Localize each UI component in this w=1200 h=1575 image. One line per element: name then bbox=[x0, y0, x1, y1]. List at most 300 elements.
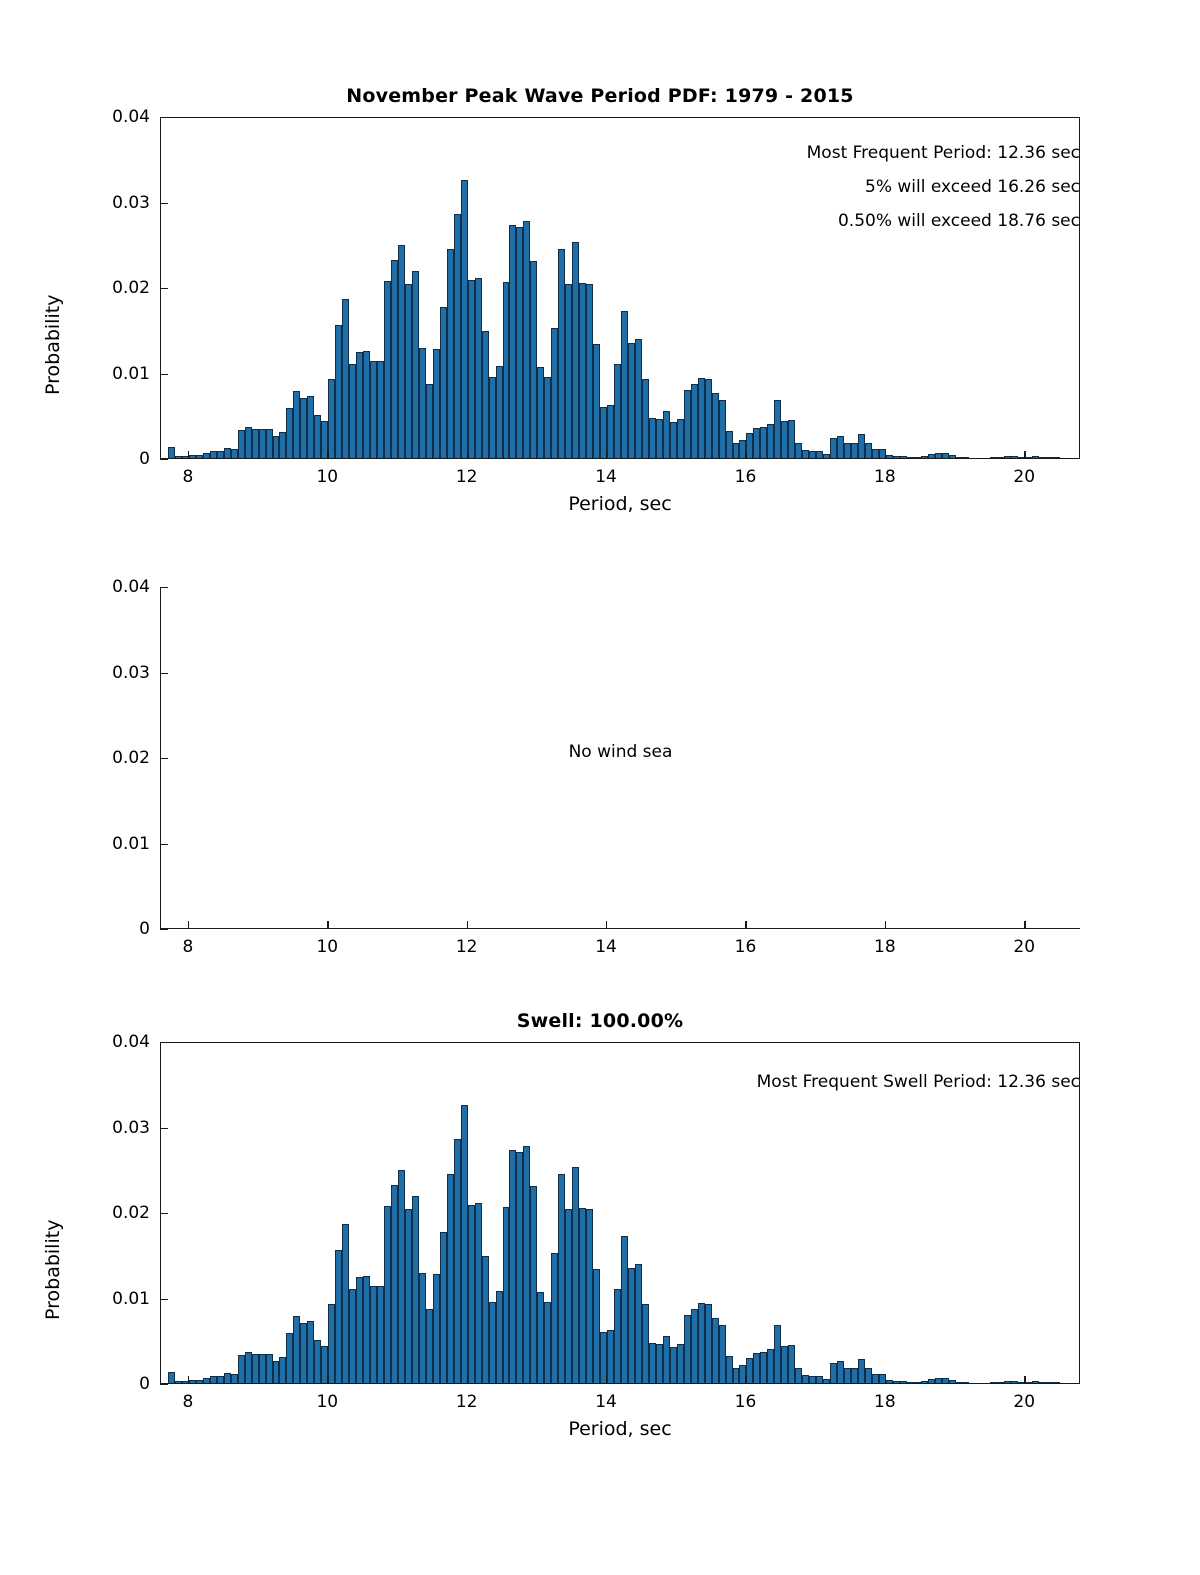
histogram-bar bbox=[391, 1185, 398, 1383]
histogram-bar bbox=[537, 367, 544, 458]
histogram-bar bbox=[1004, 1381, 1011, 1383]
histogram-bar bbox=[349, 364, 356, 458]
histogram-bar bbox=[363, 351, 370, 458]
histogram-bar bbox=[231, 449, 238, 458]
histogram-bar bbox=[823, 454, 830, 458]
histogram-bar bbox=[447, 1174, 454, 1383]
histogram-bars-swell bbox=[161, 1043, 1079, 1383]
x-tick-mark bbox=[745, 1376, 746, 1384]
histogram-bar bbox=[516, 227, 523, 458]
histogram-bar bbox=[412, 271, 419, 458]
histogram-bar bbox=[586, 284, 593, 458]
histogram-bar bbox=[935, 1378, 942, 1383]
histogram-bar bbox=[175, 1381, 182, 1383]
x-tick-mark bbox=[606, 1376, 607, 1384]
histogram-bar bbox=[907, 457, 914, 458]
histogram-bar bbox=[614, 1289, 621, 1383]
y-tick-mark bbox=[160, 1128, 168, 1129]
y-tick-mark bbox=[160, 1213, 168, 1214]
histogram-bar bbox=[830, 438, 837, 458]
x-tick-mark bbox=[885, 1376, 886, 1384]
histogram-bar bbox=[454, 214, 461, 458]
x-tick-label: 8 bbox=[182, 937, 194, 957]
x-tick-label: 20 bbox=[1013, 467, 1036, 487]
annotation-most-frequent-period: Most Frequent Period: 12.36 sec bbox=[806, 143, 1080, 163]
histogram-bar bbox=[628, 343, 635, 458]
histogram-bar bbox=[328, 1304, 335, 1383]
histogram-bar bbox=[537, 1292, 544, 1383]
x-tick-mark bbox=[467, 451, 468, 459]
panel-swell-title: Swell: 100.00% bbox=[516, 1010, 684, 1032]
histogram-bar bbox=[516, 1152, 523, 1383]
histogram-bar bbox=[614, 364, 621, 458]
histogram-bar bbox=[203, 453, 210, 458]
histogram-bar bbox=[886, 1380, 893, 1383]
y-tick-label: 0.03 bbox=[112, 192, 150, 213]
histogram-bar bbox=[990, 457, 997, 458]
histogram-bar bbox=[949, 455, 956, 458]
x-axis-title-swell: Period, sec bbox=[568, 1418, 672, 1440]
y-tick-label: 0.02 bbox=[112, 278, 150, 298]
histogram-bar bbox=[468, 1205, 475, 1383]
histogram-bar bbox=[753, 428, 760, 458]
y-tick-label: 0.01 bbox=[112, 833, 150, 854]
histogram-bar bbox=[217, 1376, 224, 1383]
y-tick-label: 0.03 bbox=[112, 662, 150, 683]
histogram-bar bbox=[921, 456, 928, 458]
histogram-bar bbox=[642, 379, 649, 458]
histogram-bar bbox=[523, 221, 530, 458]
histogram-bar bbox=[286, 408, 293, 458]
histogram-bar bbox=[530, 261, 537, 459]
histogram-bar bbox=[684, 390, 691, 458]
histogram-bar bbox=[635, 1264, 642, 1383]
histogram-bar bbox=[196, 455, 203, 458]
histogram-bar bbox=[579, 283, 586, 458]
x-tick-label: 14 bbox=[595, 937, 617, 957]
histogram-bar bbox=[342, 1224, 349, 1383]
histogram-bar bbox=[649, 418, 656, 458]
histogram-bar bbox=[335, 325, 342, 458]
histogram-bar bbox=[426, 384, 433, 458]
y-tick-mark bbox=[160, 374, 168, 375]
histogram-bar bbox=[349, 1289, 356, 1383]
histogram-bar bbox=[384, 281, 391, 458]
x-tick-label: 18 bbox=[874, 467, 896, 487]
y-tick-label: 0 bbox=[139, 1374, 150, 1394]
histogram-bar bbox=[872, 449, 879, 458]
histogram-bar bbox=[963, 457, 970, 458]
histogram-bar bbox=[893, 456, 900, 458]
histogram-bar bbox=[314, 1340, 321, 1383]
y-tick-label: 0.01 bbox=[112, 1288, 150, 1309]
histogram-bar bbox=[579, 1208, 586, 1383]
y-tick-mark bbox=[160, 673, 168, 674]
x-tick-label: 14 bbox=[595, 1392, 617, 1412]
histogram-bar bbox=[963, 1382, 970, 1383]
y-tick-label: 0.04 bbox=[112, 1032, 150, 1052]
histogram-bar bbox=[956, 1382, 963, 1383]
y-tick-mark bbox=[160, 1299, 168, 1300]
x-tick-label: 8 bbox=[182, 1392, 194, 1412]
no-wind-sea-note: No wind sea bbox=[568, 742, 673, 762]
histogram-bar bbox=[314, 415, 321, 458]
plot-area-wind-sea bbox=[160, 587, 1080, 929]
histogram-bar bbox=[238, 430, 245, 458]
x-tick-label: 12 bbox=[455, 1392, 478, 1412]
x-tick-mark bbox=[745, 921, 746, 929]
histogram-bar bbox=[670, 422, 677, 458]
histogram-bar bbox=[489, 1302, 496, 1383]
histogram-bar bbox=[356, 352, 363, 458]
histogram-bar bbox=[788, 1345, 795, 1383]
histogram-bar bbox=[273, 1361, 280, 1383]
histogram-bar bbox=[712, 1318, 719, 1383]
x-tick-mark bbox=[745, 451, 746, 459]
x-tick-label: 10 bbox=[316, 1392, 339, 1412]
x-tick-mark bbox=[188, 451, 189, 459]
histogram-bar bbox=[684, 1315, 691, 1383]
histogram-bar bbox=[607, 405, 614, 458]
histogram-bar bbox=[245, 427, 252, 458]
histogram-bar bbox=[342, 299, 349, 458]
histogram-bar bbox=[753, 1353, 760, 1383]
histogram-bar bbox=[656, 1344, 663, 1383]
y-tick-mark bbox=[160, 929, 168, 930]
histogram-bar bbox=[886, 455, 893, 458]
x-tick-label: 20 bbox=[1013, 1392, 1036, 1412]
histogram-bar bbox=[203, 1378, 210, 1383]
y-tick-mark bbox=[160, 203, 168, 204]
histogram-bar bbox=[224, 448, 231, 458]
x-tick-mark bbox=[606, 451, 607, 459]
x-tick-label: 16 bbox=[734, 1392, 757, 1412]
y-tick-label: 0.03 bbox=[112, 1117, 150, 1138]
x-tick-label: 14 bbox=[595, 467, 617, 487]
panel-wind-sea bbox=[0, 555, 1200, 975]
histogram-bar bbox=[921, 1381, 928, 1383]
y-tick-label: 0.04 bbox=[112, 577, 150, 597]
histogram-bar bbox=[956, 457, 963, 458]
histogram-bar bbox=[733, 1368, 740, 1383]
panel-total bbox=[0, 85, 1200, 515]
histogram-bar bbox=[914, 457, 921, 458]
x-tick-mark bbox=[467, 1376, 468, 1384]
histogram-bar bbox=[816, 451, 823, 458]
y-tick-label: 0 bbox=[139, 449, 150, 469]
x-tick-label: 8 bbox=[182, 467, 194, 487]
histogram-bar bbox=[259, 429, 266, 458]
histogram-bar bbox=[823, 1379, 830, 1383]
histogram-bar bbox=[663, 411, 670, 458]
histogram-bar bbox=[391, 260, 398, 458]
histogram-bar bbox=[935, 453, 942, 458]
histogram-bar bbox=[252, 429, 259, 458]
histogram-bar bbox=[175, 456, 182, 458]
histogram-bar bbox=[503, 282, 510, 458]
histogram-bar bbox=[189, 1380, 196, 1383]
histogram-bar bbox=[767, 1349, 774, 1383]
histogram-bar bbox=[928, 1379, 935, 1383]
histogram-bar bbox=[726, 431, 733, 458]
x-tick-label: 16 bbox=[734, 937, 757, 957]
y-axis-title-total: Probability bbox=[42, 294, 64, 395]
histogram-bar bbox=[572, 242, 579, 458]
histogram-bar bbox=[907, 1382, 914, 1383]
y-tick-mark bbox=[160, 459, 168, 460]
annotation-5pct-exceed: 5% will exceed 16.26 sec bbox=[865, 177, 1080, 197]
histogram-bar bbox=[858, 1359, 865, 1383]
histogram-bar bbox=[809, 451, 816, 458]
histogram-bar bbox=[1046, 1382, 1053, 1383]
histogram-bar bbox=[307, 1321, 314, 1383]
histogram-bar bbox=[384, 1206, 391, 1383]
histogram-bar bbox=[1011, 1381, 1018, 1383]
histogram-bar bbox=[509, 1150, 516, 1383]
histogram-bar bbox=[454, 1139, 461, 1383]
histogram-bar bbox=[607, 1330, 614, 1383]
histogram-bar bbox=[544, 377, 551, 458]
histogram-bar bbox=[691, 384, 698, 458]
y-tick-label: 0.02 bbox=[112, 1203, 150, 1223]
histogram-bar bbox=[266, 1354, 273, 1383]
histogram-bar bbox=[245, 1352, 252, 1383]
y-tick-mark bbox=[160, 844, 168, 845]
histogram-bar bbox=[210, 451, 217, 458]
histogram-bar bbox=[475, 278, 482, 458]
histogram-bar bbox=[196, 1380, 203, 1383]
histogram-bar bbox=[1039, 1382, 1046, 1383]
histogram-bar bbox=[893, 1381, 900, 1383]
histogram-bar bbox=[433, 349, 440, 458]
histogram-bar bbox=[433, 1274, 440, 1383]
annotation-half-pct-exceed: 0.50% will exceed 18.76 sec bbox=[837, 211, 1080, 231]
y-tick-label: 0 bbox=[139, 919, 150, 939]
histogram-bar bbox=[1039, 457, 1046, 458]
x-tick-mark bbox=[606, 921, 607, 929]
histogram-bar bbox=[872, 1374, 879, 1383]
histogram-bar bbox=[496, 1291, 503, 1383]
histogram-bar bbox=[865, 1368, 872, 1383]
x-tick-mark bbox=[327, 1376, 328, 1384]
histogram-bars-total bbox=[161, 118, 1079, 458]
x-tick-mark bbox=[1024, 921, 1025, 929]
histogram-bar bbox=[746, 433, 753, 458]
histogram-bar bbox=[440, 307, 447, 458]
histogram-bar bbox=[363, 1276, 370, 1383]
histogram-bar bbox=[405, 284, 412, 458]
histogram-bar bbox=[635, 339, 642, 458]
histogram-bar bbox=[482, 1256, 489, 1383]
histogram-bar bbox=[760, 427, 767, 458]
histogram-bar bbox=[837, 1361, 844, 1383]
histogram-bar bbox=[210, 1376, 217, 1383]
y-tick-label: 0.04 bbox=[112, 107, 150, 127]
annotation-most-frequent-swell-period: Most Frequent Swell Period: 12.36 sec bbox=[756, 1072, 1080, 1092]
histogram-bar bbox=[670, 1347, 677, 1383]
histogram-bar bbox=[942, 1378, 949, 1383]
panel-swell bbox=[0, 1010, 1200, 1470]
histogram-bar bbox=[168, 1372, 175, 1383]
histogram-bar bbox=[816, 1376, 823, 1383]
x-axis-title-total: Period, sec bbox=[568, 493, 672, 515]
histogram-bar bbox=[733, 443, 740, 458]
y-tick-mark bbox=[160, 1384, 168, 1385]
histogram-bar bbox=[293, 1316, 300, 1383]
histogram-bar bbox=[1025, 457, 1032, 458]
histogram-bar bbox=[440, 1232, 447, 1383]
histogram-bar bbox=[1025, 1382, 1032, 1383]
histogram-bar bbox=[558, 1174, 565, 1383]
y-tick-label: 0.02 bbox=[112, 748, 150, 768]
histogram-bar bbox=[691, 1309, 698, 1383]
histogram-bar bbox=[837, 436, 844, 458]
histogram-bar bbox=[781, 1346, 788, 1383]
plot-area-swell bbox=[160, 1042, 1080, 1384]
histogram-bar bbox=[328, 379, 335, 458]
histogram-bar bbox=[224, 1373, 231, 1383]
y-tick-mark bbox=[160, 587, 168, 588]
histogram-bar bbox=[781, 421, 788, 458]
histogram-bar bbox=[461, 1105, 468, 1383]
histogram-bar bbox=[949, 1380, 956, 1383]
histogram-bar bbox=[990, 1382, 997, 1383]
histogram-bar bbox=[530, 1186, 537, 1384]
histogram-bar bbox=[621, 1236, 628, 1383]
x-tick-mark bbox=[467, 921, 468, 929]
histogram-bar bbox=[774, 1325, 781, 1383]
histogram-bar bbox=[279, 1357, 286, 1383]
histogram-bar bbox=[1046, 457, 1053, 458]
histogram-bar bbox=[482, 331, 489, 458]
y-tick-mark bbox=[160, 758, 168, 759]
histogram-bar bbox=[475, 1203, 482, 1383]
x-tick-label: 16 bbox=[734, 467, 757, 487]
x-tick-label: 12 bbox=[455, 467, 478, 487]
histogram-bar bbox=[774, 400, 781, 458]
histogram-bar bbox=[335, 1250, 342, 1383]
histogram-bar bbox=[217, 451, 224, 458]
histogram-bar bbox=[286, 1333, 293, 1383]
histogram-bar bbox=[1032, 456, 1039, 458]
histogram-bar bbox=[565, 284, 572, 458]
histogram-bar bbox=[259, 1354, 266, 1383]
histogram-bar bbox=[293, 391, 300, 458]
histogram-bar bbox=[307, 396, 314, 458]
x-tick-mark bbox=[188, 1376, 189, 1384]
y-tick-mark bbox=[160, 288, 168, 289]
histogram-bar bbox=[628, 1268, 635, 1383]
histogram-bar bbox=[788, 420, 795, 458]
histogram-bar bbox=[419, 348, 426, 458]
histogram-bar bbox=[370, 1286, 377, 1383]
histogram-bar bbox=[551, 328, 558, 458]
histogram-bar bbox=[705, 379, 712, 458]
histogram-bar bbox=[252, 1354, 259, 1383]
histogram-bar bbox=[189, 455, 196, 458]
histogram-bar bbox=[851, 1368, 858, 1383]
histogram-bar bbox=[900, 456, 907, 458]
histogram-bar bbox=[914, 1382, 921, 1383]
histogram-bar bbox=[405, 1209, 412, 1383]
histogram-bar bbox=[398, 1170, 405, 1383]
x-tick-label: 18 bbox=[874, 937, 896, 957]
histogram-bar bbox=[795, 443, 802, 458]
histogram-bar bbox=[997, 1382, 1004, 1383]
histogram-bar bbox=[370, 361, 377, 458]
histogram-bar bbox=[1011, 456, 1018, 458]
histogram-bar bbox=[719, 1325, 726, 1383]
histogram-bar bbox=[677, 1344, 684, 1383]
histogram-bar bbox=[712, 393, 719, 458]
histogram-bar bbox=[1004, 456, 1011, 458]
histogram-bar bbox=[300, 1323, 307, 1383]
histogram-bar bbox=[830, 1363, 837, 1383]
histogram-bar bbox=[705, 1304, 712, 1383]
histogram-bar bbox=[523, 1146, 530, 1383]
x-tick-label: 18 bbox=[874, 1392, 896, 1412]
histogram-bar bbox=[468, 280, 475, 458]
histogram-bar bbox=[746, 1358, 753, 1383]
histogram-bar bbox=[238, 1355, 245, 1383]
histogram-bar bbox=[858, 434, 865, 458]
histogram-bar bbox=[1053, 457, 1060, 458]
histogram-bar bbox=[356, 1277, 363, 1383]
histogram-bar bbox=[168, 447, 175, 458]
plot-area-total bbox=[160, 117, 1080, 459]
histogram-bar bbox=[802, 450, 809, 458]
x-tick-label: 10 bbox=[316, 467, 339, 487]
histogram-bar bbox=[231, 1374, 238, 1383]
histogram-bar bbox=[760, 1352, 767, 1383]
histogram-bar bbox=[802, 1375, 809, 1383]
histogram-bar bbox=[726, 1356, 733, 1383]
x-tick-mark bbox=[327, 451, 328, 459]
y-axis-title-swell: Probability bbox=[42, 1219, 64, 1320]
histogram-bar bbox=[377, 361, 384, 458]
x-tick-mark bbox=[188, 921, 189, 929]
histogram-bar bbox=[586, 1209, 593, 1383]
histogram-bar bbox=[419, 1273, 426, 1383]
histogram-bar bbox=[795, 1368, 802, 1383]
x-tick-label: 10 bbox=[316, 937, 339, 957]
histogram-bar bbox=[844, 443, 851, 458]
x-tick-label: 12 bbox=[455, 937, 478, 957]
histogram-bar bbox=[377, 1286, 384, 1383]
histogram-bar bbox=[266, 429, 273, 458]
histogram-bar bbox=[447, 249, 454, 458]
histogram-bar bbox=[719, 400, 726, 458]
histogram-bar bbox=[300, 398, 307, 458]
histogram-bar bbox=[565, 1209, 572, 1383]
histogram-bar bbox=[593, 1269, 600, 1383]
histogram-bar bbox=[698, 1303, 705, 1383]
histogram-bar bbox=[928, 454, 935, 458]
histogram-bar bbox=[942, 453, 949, 458]
histogram-bar bbox=[663, 1336, 670, 1383]
histogram-bar bbox=[844, 1368, 851, 1383]
histogram-bar bbox=[551, 1253, 558, 1383]
histogram-bar bbox=[398, 245, 405, 458]
histogram-bar bbox=[809, 1376, 816, 1383]
histogram-bar bbox=[656, 419, 663, 458]
histogram-bar bbox=[698, 378, 705, 458]
histogram-bar bbox=[997, 457, 1004, 458]
histogram-bar bbox=[649, 1343, 656, 1383]
x-tick-mark bbox=[1024, 1376, 1025, 1384]
histogram-bar bbox=[621, 311, 628, 458]
histogram-bar bbox=[489, 377, 496, 458]
